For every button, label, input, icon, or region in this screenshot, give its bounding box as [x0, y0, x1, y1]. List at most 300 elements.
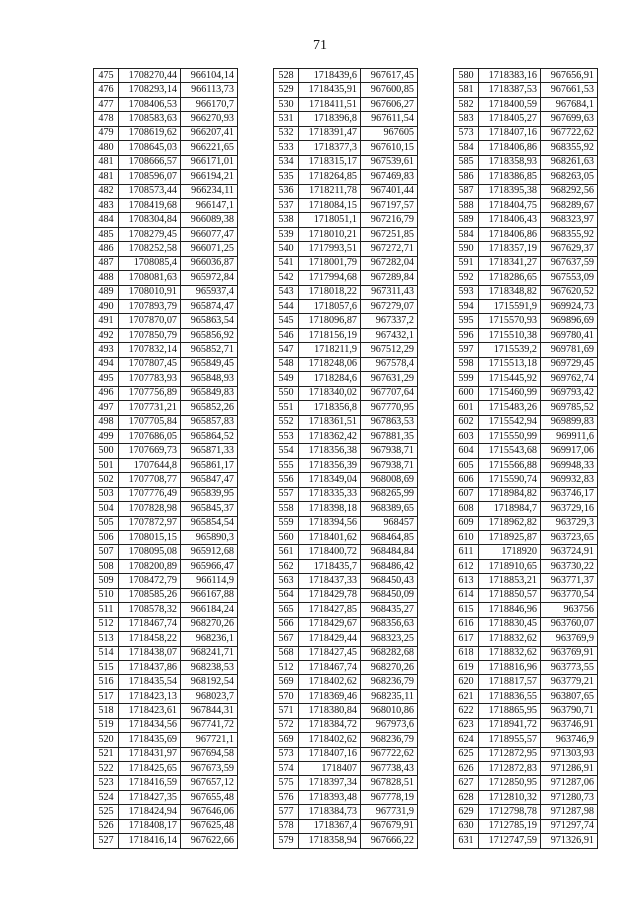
- table-row: [94, 473, 238, 487]
- x-coordinate-cell: 1718358,93: [479, 155, 541, 169]
- point-number-cell: 502: [94, 473, 119, 487]
- x-coordinate-cell: 1708583,63: [119, 112, 181, 126]
- y-coordinate-cell: 967666,22: [361, 834, 418, 848]
- y-coordinate-cell: 967337,2: [361, 314, 418, 328]
- x-coordinate-cell: 1718211,9: [299, 343, 361, 357]
- point-number-cell: 519: [94, 718, 119, 732]
- x-coordinate-cell: 1718816,96: [479, 660, 541, 674]
- x-coordinate-cell: 1715539,2: [479, 343, 541, 357]
- table-row: [94, 776, 238, 790]
- x-coordinate-cell: 1718429,67: [299, 617, 361, 631]
- y-coordinate-cell: 971326,91: [541, 834, 598, 848]
- x-coordinate-cell: 1718984,82: [479, 487, 541, 501]
- table-row: [454, 271, 598, 285]
- x-coordinate-cell: 1718340,02: [299, 386, 361, 400]
- table-row: [454, 444, 598, 458]
- point-number-cell: 546: [274, 328, 299, 342]
- table-row: [94, 170, 238, 184]
- point-number-cell: 583: [454, 112, 479, 126]
- y-coordinate-cell: 963746,9: [541, 733, 598, 747]
- x-coordinate-cell: 1715570,93: [479, 314, 541, 328]
- y-coordinate-cell: 969924,73: [541, 300, 598, 314]
- point-number-cell: 587: [454, 184, 479, 198]
- table-row: [454, 660, 598, 674]
- table-row: [274, 184, 418, 198]
- point-number-cell: 591: [454, 256, 479, 270]
- y-coordinate-cell: 968236,79: [361, 733, 418, 747]
- table-row: [454, 328, 598, 342]
- table-row: [454, 487, 598, 501]
- y-coordinate-cell: 968457: [361, 516, 418, 530]
- point-number-cell: 481: [94, 155, 119, 169]
- x-coordinate-cell: 1718817,57: [479, 675, 541, 689]
- y-coordinate-cell: 965863,54: [181, 314, 238, 328]
- y-coordinate-cell: 968238,53: [181, 660, 238, 674]
- y-coordinate-cell: 969896,69: [541, 314, 598, 328]
- y-coordinate-cell: 967617,45: [361, 69, 418, 83]
- x-coordinate-cell: 1708419,68: [119, 198, 181, 212]
- table-row: [454, 256, 598, 270]
- table-row: [94, 790, 238, 804]
- y-coordinate-cell: 967512,29: [361, 343, 418, 357]
- table-row: [454, 141, 598, 155]
- point-number-cell: 576: [274, 790, 299, 804]
- y-coordinate-cell: 966221,65: [181, 141, 238, 155]
- coordinates-table-3: [453, 68, 598, 849]
- point-number-cell: 580: [454, 69, 479, 83]
- point-number-cell: 619: [454, 660, 479, 674]
- table-row: [94, 747, 238, 761]
- x-coordinate-cell: 1718349,04: [299, 473, 361, 487]
- table-row: [454, 531, 598, 545]
- y-coordinate-cell: 965871,33: [181, 444, 238, 458]
- table-row: [454, 762, 598, 776]
- table-row: [454, 790, 598, 804]
- point-number-cell: 592: [454, 271, 479, 285]
- point-number-cell: 631: [454, 834, 479, 848]
- y-coordinate-cell: 963779,21: [541, 675, 598, 689]
- x-coordinate-cell: 1708279,45: [119, 227, 181, 241]
- point-number-cell: 523: [94, 776, 119, 790]
- coordinates-table-2: [273, 68, 418, 849]
- table-row: [454, 112, 598, 126]
- table-row: [274, 227, 418, 241]
- x-coordinate-cell: 1707708,77: [119, 473, 181, 487]
- y-coordinate-cell: 965852,26: [181, 401, 238, 415]
- y-coordinate-cell: 967938,71: [361, 444, 418, 458]
- point-number-cell: 510: [94, 588, 119, 602]
- table-row: [274, 516, 418, 530]
- x-coordinate-cell: 1718398,18: [299, 502, 361, 516]
- x-coordinate-cell: 1718435,91: [299, 83, 361, 97]
- x-coordinate-cell: 1708585,26: [119, 588, 181, 602]
- point-number-cell: 481: [94, 170, 119, 184]
- table-row: [94, 733, 238, 747]
- y-coordinate-cell: 967401,44: [361, 184, 418, 198]
- x-coordinate-cell: 1718348,82: [479, 285, 541, 299]
- y-coordinate-cell: 967610,15: [361, 141, 418, 155]
- point-number-cell: 515: [94, 660, 119, 674]
- x-coordinate-cell: 1708200,89: [119, 559, 181, 573]
- table-row: [454, 675, 598, 689]
- coordinates-table-1: [93, 68, 238, 849]
- point-number-cell: 521: [94, 747, 119, 761]
- table-row: [454, 458, 598, 472]
- point-number-cell: 588: [454, 198, 479, 212]
- x-coordinate-cell: 1715591,9: [479, 300, 541, 314]
- table-row: [454, 689, 598, 703]
- y-coordinate-cell: 967699,63: [541, 112, 598, 126]
- point-number-cell: 548: [274, 357, 299, 371]
- table-row: [454, 429, 598, 443]
- y-coordinate-cell: 967655,48: [181, 790, 238, 804]
- x-coordinate-cell: 1718467,74: [119, 617, 181, 631]
- x-coordinate-cell: 1718467,74: [299, 660, 361, 674]
- point-number-cell: 604: [454, 444, 479, 458]
- point-number-cell: 615: [454, 603, 479, 617]
- table-row: [454, 545, 598, 559]
- x-coordinate-cell: 1708095,08: [119, 545, 181, 559]
- point-number-cell: 558: [274, 502, 299, 516]
- x-coordinate-cell: 1708619,62: [119, 126, 181, 140]
- point-number-cell: 532: [274, 126, 299, 140]
- y-coordinate-cell: 963760,07: [541, 617, 598, 631]
- table-row: [274, 343, 418, 357]
- point-number-cell: 572: [274, 718, 299, 732]
- y-coordinate-cell: 967973,6: [361, 718, 418, 732]
- point-number-cell: 614: [454, 588, 479, 602]
- point-number-cell: 511: [94, 603, 119, 617]
- y-coordinate-cell: 963730,22: [541, 559, 598, 573]
- point-number-cell: 622: [454, 704, 479, 718]
- point-number-cell: 581: [454, 83, 479, 97]
- y-coordinate-cell: 968235,11: [361, 689, 418, 703]
- x-coordinate-cell: 1707850,79: [119, 328, 181, 342]
- y-coordinate-cell: 963729,3: [541, 516, 598, 530]
- table-row: [454, 718, 598, 732]
- x-coordinate-cell: 1712872,95: [479, 747, 541, 761]
- y-coordinate-cell: 963773,55: [541, 660, 598, 674]
- table-row: [274, 675, 418, 689]
- y-coordinate-cell: 968261,63: [541, 155, 598, 169]
- x-coordinate-cell: 1708406,53: [119, 97, 181, 111]
- y-coordinate-cell: 967722,62: [541, 126, 598, 140]
- x-coordinate-cell: 1715543,68: [479, 444, 541, 458]
- x-coordinate-cell: 1718832,62: [479, 646, 541, 660]
- point-number-cell: 479: [94, 126, 119, 140]
- point-number-cell: 486: [94, 242, 119, 256]
- table-row: [454, 559, 598, 573]
- y-coordinate-cell: 967625,48: [181, 819, 238, 833]
- point-number-cell: 627: [454, 776, 479, 790]
- point-number-cell: 539: [274, 227, 299, 241]
- point-number-cell: 496: [94, 386, 119, 400]
- y-coordinate-cell: 965861,17: [181, 458, 238, 472]
- point-number-cell: 517: [94, 689, 119, 703]
- x-coordinate-cell: 1718437,33: [299, 574, 361, 588]
- y-coordinate-cell: 968241,71: [181, 646, 238, 660]
- table-row: [454, 69, 598, 83]
- x-coordinate-cell: 1718431,97: [119, 747, 181, 761]
- point-number-cell: 561: [274, 545, 299, 559]
- table-row: [454, 747, 598, 761]
- table-row: [94, 357, 238, 371]
- table-row: [274, 271, 418, 285]
- point-number-cell: 480: [94, 141, 119, 155]
- table-row: [454, 617, 598, 631]
- x-coordinate-cell: 1712850,95: [479, 776, 541, 790]
- y-coordinate-cell: 963790,71: [541, 704, 598, 718]
- table-row: [274, 198, 418, 212]
- y-coordinate-cell: 971287,98: [541, 805, 598, 819]
- point-number-cell: 527: [94, 834, 119, 848]
- table-row: [454, 126, 598, 140]
- table-row: [94, 386, 238, 400]
- y-coordinate-cell: 965874,47: [181, 300, 238, 314]
- point-number-cell: 577: [274, 805, 299, 819]
- x-coordinate-cell: 1718853,21: [479, 574, 541, 588]
- y-coordinate-cell: 967620,52: [541, 285, 598, 299]
- point-number-cell: 569: [274, 733, 299, 747]
- table-row: [274, 588, 418, 602]
- y-coordinate-cell: 967578,4: [361, 357, 418, 371]
- table-row: [454, 343, 598, 357]
- table-row: [94, 314, 238, 328]
- table-row: [274, 762, 418, 776]
- y-coordinate-cell: 966114,9: [181, 574, 238, 588]
- point-number-cell: 560: [274, 531, 299, 545]
- y-coordinate-cell: 967637,59: [541, 256, 598, 270]
- point-number-cell: 516: [94, 675, 119, 689]
- table-row: [94, 617, 238, 631]
- point-number-cell: 570: [274, 689, 299, 703]
- table-row: [94, 300, 238, 314]
- y-coordinate-cell: 967646,06: [181, 805, 238, 819]
- y-coordinate-cell: 968192,54: [181, 675, 238, 689]
- y-coordinate-cell: 967605: [361, 126, 418, 140]
- point-number-cell: 529: [274, 83, 299, 97]
- y-coordinate-cell: 968270,26: [361, 660, 418, 674]
- y-coordinate-cell: 969932,83: [541, 473, 598, 487]
- x-coordinate-cell: 1718367,4: [299, 819, 361, 833]
- y-coordinate-cell: 963746,91: [541, 718, 598, 732]
- x-coordinate-cell: 1718315,17: [299, 155, 361, 169]
- x-coordinate-cell: 1718955,57: [479, 733, 541, 747]
- x-coordinate-cell: 1708573,44: [119, 184, 181, 198]
- x-coordinate-cell: 1718356,38: [299, 444, 361, 458]
- table-row: [454, 184, 598, 198]
- y-coordinate-cell: 967656,91: [541, 69, 598, 83]
- y-coordinate-cell: 967611,54: [361, 112, 418, 126]
- x-coordinate-cell: 1718387,53: [479, 83, 541, 97]
- point-number-cell: 505: [94, 516, 119, 530]
- table-row: [454, 401, 598, 415]
- x-coordinate-cell: 1707776,49: [119, 487, 181, 501]
- x-coordinate-cell: 1718384,72: [299, 718, 361, 732]
- point-number-cell: 584: [454, 227, 479, 241]
- y-coordinate-cell: 963756: [541, 603, 598, 617]
- table-row: [274, 285, 418, 299]
- x-coordinate-cell: 1718423,13: [119, 689, 181, 703]
- y-coordinate-cell: 966113,73: [181, 83, 238, 97]
- x-coordinate-cell: 1718395,38: [479, 184, 541, 198]
- y-coordinate-cell: 966171,01: [181, 155, 238, 169]
- x-coordinate-cell: 1718361,51: [299, 415, 361, 429]
- y-coordinate-cell: 969781,69: [541, 343, 598, 357]
- table-row: [94, 155, 238, 169]
- x-coordinate-cell: 1718386,85: [479, 170, 541, 184]
- x-coordinate-cell: 1715550,99: [479, 429, 541, 443]
- table-row: [94, 487, 238, 501]
- point-number-cell: 538: [274, 213, 299, 227]
- table-row: [274, 444, 418, 458]
- x-coordinate-cell: 1718057,6: [299, 300, 361, 314]
- table-row: [274, 473, 418, 487]
- y-coordinate-cell: 967778,19: [361, 790, 418, 804]
- table-row: [454, 198, 598, 212]
- table-row: [94, 242, 238, 256]
- x-coordinate-cell: 1718406,86: [479, 227, 541, 241]
- y-coordinate-cell: 968486,42: [361, 559, 418, 573]
- y-coordinate-cell: 967279,07: [361, 300, 418, 314]
- table-row: [274, 97, 418, 111]
- table-row: [94, 632, 238, 646]
- point-number-cell: 579: [274, 834, 299, 848]
- y-coordinate-cell: 967938,71: [361, 458, 418, 472]
- x-coordinate-cell: 1708596,07: [119, 170, 181, 184]
- x-coordinate-cell: 1708304,84: [119, 213, 181, 227]
- table-row: [94, 227, 238, 241]
- x-coordinate-cell: 1712872,83: [479, 762, 541, 776]
- table-row: [94, 198, 238, 212]
- x-coordinate-cell: 1707705,84: [119, 415, 181, 429]
- x-coordinate-cell: 1718358,94: [299, 834, 361, 848]
- table-row: [274, 328, 418, 342]
- point-number-cell: 520: [94, 733, 119, 747]
- x-coordinate-cell: 1718377,3: [299, 141, 361, 155]
- y-coordinate-cell: 965839,95: [181, 487, 238, 501]
- point-number-cell: 626: [454, 762, 479, 776]
- table-row: [94, 704, 238, 718]
- x-coordinate-cell: 1718335,33: [299, 487, 361, 501]
- x-coordinate-cell: 1715460,99: [479, 386, 541, 400]
- point-number-cell: 524: [94, 790, 119, 804]
- x-coordinate-cell: 1708252,58: [119, 242, 181, 256]
- x-coordinate-cell: 1718941,72: [479, 718, 541, 732]
- y-coordinate-cell: 971303,93: [541, 747, 598, 761]
- point-number-cell: 569: [274, 675, 299, 689]
- table-row: [454, 733, 598, 747]
- y-coordinate-cell: 967684,1: [541, 97, 598, 111]
- x-coordinate-cell: 1718434,56: [119, 718, 181, 732]
- y-coordinate-cell: 965972,84: [181, 271, 238, 285]
- x-coordinate-cell: 1718925,87: [479, 531, 541, 545]
- y-coordinate-cell: 965890,3: [181, 531, 238, 545]
- table-row: [274, 300, 418, 314]
- y-coordinate-cell: 968263,05: [541, 170, 598, 184]
- point-number-cell: 513: [94, 632, 119, 646]
- y-coordinate-cell: 969911,6: [541, 429, 598, 443]
- y-coordinate-cell: 968265,99: [361, 487, 418, 501]
- table-row: [94, 545, 238, 559]
- table-row: [94, 834, 238, 848]
- x-coordinate-cell: 1718357,19: [479, 242, 541, 256]
- point-number-cell: 522: [94, 762, 119, 776]
- point-number-cell: 589: [454, 213, 479, 227]
- point-number-cell: 586: [454, 170, 479, 184]
- y-coordinate-cell: 963746,17: [541, 487, 598, 501]
- y-coordinate-cell: 968484,84: [361, 545, 418, 559]
- point-number-cell: 607: [454, 487, 479, 501]
- table-row: [454, 588, 598, 602]
- y-coordinate-cell: 967770,95: [361, 401, 418, 415]
- x-coordinate-cell: 1718400,72: [299, 545, 361, 559]
- point-number-cell: 611: [454, 545, 479, 559]
- x-coordinate-cell: 1718284,6: [299, 372, 361, 386]
- table-row: [94, 675, 238, 689]
- table-row: [94, 256, 238, 270]
- point-number-cell: 507: [94, 545, 119, 559]
- point-number-cell: 564: [274, 588, 299, 602]
- point-number-cell: 563: [274, 574, 299, 588]
- y-coordinate-cell: 968435,27: [361, 603, 418, 617]
- x-coordinate-cell: 1718429,44: [299, 632, 361, 646]
- point-number-cell: 499: [94, 429, 119, 443]
- y-coordinate-cell: 966270,93: [181, 112, 238, 126]
- point-number-cell: 536: [274, 184, 299, 198]
- table-row: [94, 328, 238, 342]
- table-row: [94, 372, 238, 386]
- table-row: [274, 660, 418, 674]
- x-coordinate-cell: 1707669,73: [119, 444, 181, 458]
- table-row: [94, 97, 238, 111]
- point-number-cell: 555: [274, 458, 299, 472]
- point-number-cell: 543: [274, 285, 299, 299]
- x-coordinate-cell: 1715510,38: [479, 328, 541, 342]
- x-coordinate-cell: 1718211,78: [299, 184, 361, 198]
- x-coordinate-cell: 1708085,4: [119, 256, 181, 270]
- point-number-cell: 623: [454, 718, 479, 732]
- table-row: [94, 689, 238, 703]
- table-row: [274, 126, 418, 140]
- y-coordinate-cell: 968008,69: [361, 473, 418, 487]
- point-number-cell: 603: [454, 429, 479, 443]
- table-row: [274, 718, 418, 732]
- y-coordinate-cell: 969948,33: [541, 458, 598, 472]
- point-number-cell: 542: [274, 271, 299, 285]
- table-row: [274, 429, 418, 443]
- point-number-cell: 612: [454, 559, 479, 573]
- y-coordinate-cell: 971297,74: [541, 819, 598, 833]
- table-row: [94, 83, 238, 97]
- point-number-cell: 566: [274, 617, 299, 631]
- y-coordinate-cell: 971286,91: [541, 762, 598, 776]
- x-coordinate-cell: 1718962,82: [479, 516, 541, 530]
- point-number-cell: 541: [274, 256, 299, 270]
- table-row: [274, 256, 418, 270]
- table-row: [94, 184, 238, 198]
- point-number-cell: 503: [94, 487, 119, 501]
- table-row: [454, 97, 598, 111]
- y-coordinate-cell: 968355,92: [541, 227, 598, 241]
- point-number-cell: 596: [454, 328, 479, 342]
- point-number-cell: 478: [94, 112, 119, 126]
- y-coordinate-cell: 963723,65: [541, 531, 598, 545]
- y-coordinate-cell: 968282,68: [361, 646, 418, 660]
- x-coordinate-cell: 1708472,79: [119, 574, 181, 588]
- y-coordinate-cell: 968323,25: [361, 632, 418, 646]
- table-row: [94, 588, 238, 602]
